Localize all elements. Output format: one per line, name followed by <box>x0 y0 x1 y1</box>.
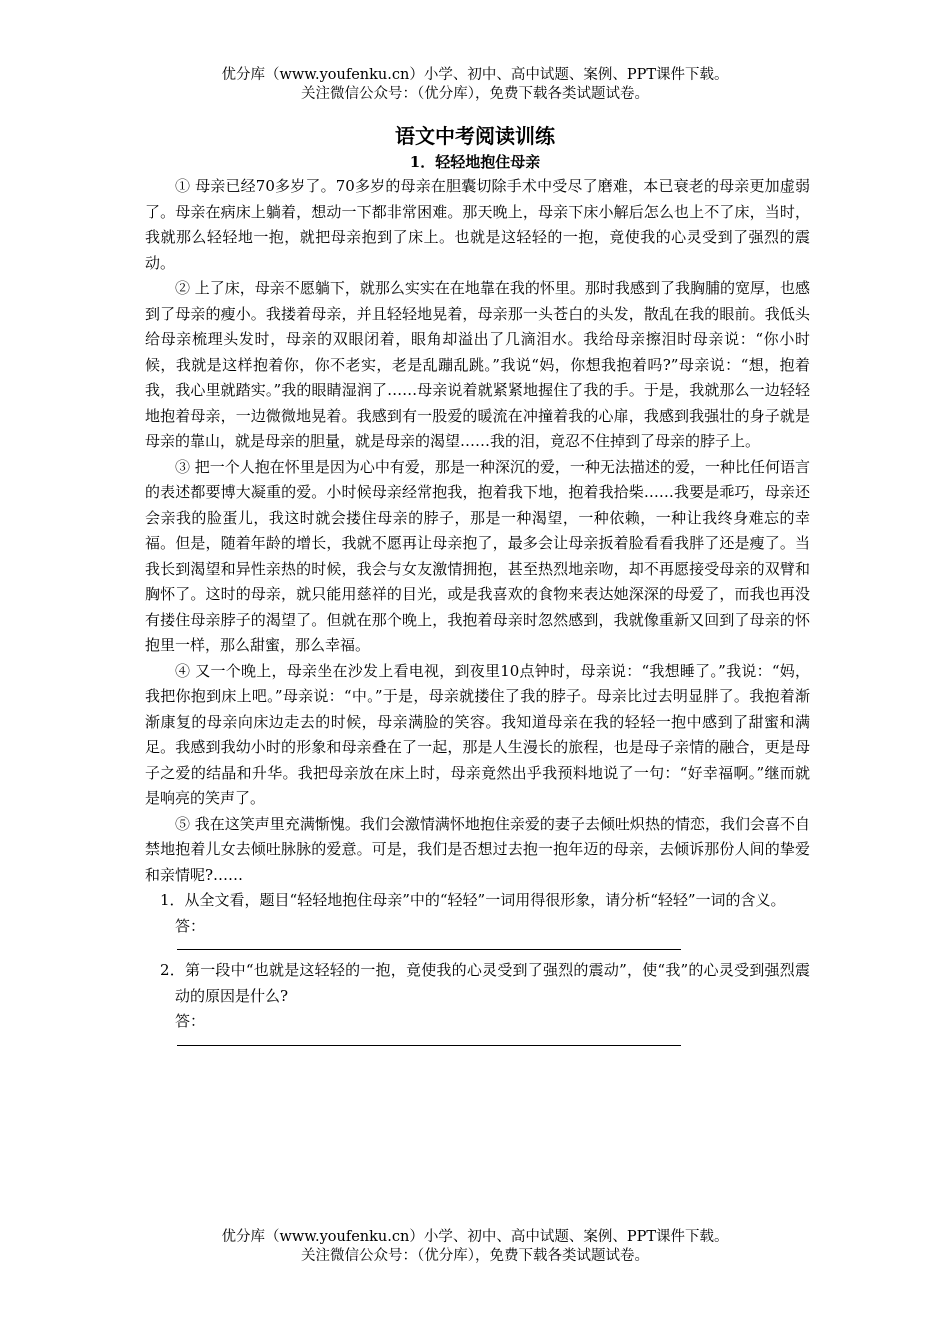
question-1-answer-line[interactable] <box>177 949 681 950</box>
question-2-answer-line[interactable] <box>177 1045 681 1046</box>
article-title: 1．轻轻地抱住母亲 <box>409 153 541 171</box>
document-title: 语文中考阅读训练 <box>395 124 555 148</box>
question-2 <box>145 958 810 1046</box>
paragraph-2: ② 上了床，母亲不愿躺下，就那么实实在在地靠在我的怀里。那时我感到了我胸脯的宽厚，也感到了母亲的瘦小。我搂着母亲，并且轻轻地晃着，母亲那一头苍白的头发，散乱在我的眼前。我低头给母亲梳理头发时，母亲的双眼闭着，眼角却溢出了几滴泪水。我给母亲擦泪时母亲说：“你小时候，我就是这样抱着你，你不老实，老是乱蹦乱跳。”我说“妈，你想我抱着吗?”母亲说：“想，抱着我，我心里就踏实。”我的眼睛湿润了……母亲说着就紧紧地握住了我的手。于是，我就那么一边轻轻地抱着母亲，一边微微地晃着。我感到有一股爱的暖流在冲撞着我的心扉，我感到我强壮的身子就是母亲的靠山，就是母亲的胆量，就是母亲的渴望……我的泪，竟忍不住掉到了母亲的脖子上。 <box>145 279 810 450</box>
footer-line-2: 关注微信公众号：（优分库），免费下载各类试题试卷。 <box>301 1248 649 1264</box>
question-1 <box>145 888 810 950</box>
paragraph-3: ③ 把一个人抱在怀里是因为心中有爱，那是一种深沉的爱，一种无法描述的爱，一种比任何语言的表述都要博大凝重的爱。小时候母亲经常抱我，抱着我下地，抱着我拾柴……我要是乖巧，母亲还会亲我的脸蛋儿，我这时就会搂住母亲的脖子，那是一种渴望，一种依赖，一种让我终身难忘的幸福。但是，随着年龄的增长，我就不愿再让母亲抱了，最多会让母亲扳着脸看看我胖了还是瘦了。当我长到渴望和异性亲热的时候，我会与女友激情拥抱，甚至热烈地亲吻，却不再愿接受母亲的双臂和胸怀了。这时的母亲，就只能用慈祥的目光，或是我喜欢的食物来表达她深深的母爱了，而我也再没有搂住母亲脖子的渴望了。但就在那个晚上，我抱着母亲时忽然感到，我就像重新又回到了母亲的怀抱里一样，那么甜蜜，那么幸福。 <box>145 457 810 654</box>
article-body <box>145 174 810 1054</box>
question-2-answer-label: 答： <box>175 1012 206 1030</box>
page-header <box>0 66 950 104</box>
question-2-text: 2．第一段中“也就是这轻轻的一抱，竟使我的心灵受到了强烈的震动”，使“我”的心灵受到强烈震动的原因是什么? <box>160 961 810 1005</box>
paragraph-1: ① 母亲已经70多岁了。70多岁的母亲在胆囊切除手术中受尽了磨难，本已衰老的母亲更加虚弱了。母亲在病床上躺着，想动一下都非常困难。那天晚上，母亲下床小解后怎么也上不了床，当时，我就那么轻轻地一抱，就把母亲抱到了床上。也就是这轻轻的一抱，竟使我的心灵受到了强烈的震动。 <box>145 177 810 272</box>
header-line-2: 关注微信公众号：（优分库），免费下载各类试题试卷。 <box>301 86 649 102</box>
question-1-answer-label: 答： <box>175 916 206 935</box>
header-line-1: 优分库（www.youfenku.cn）小学、初中、高中试题、案例、PPT课件下载。 <box>221 67 729 83</box>
question-1-text: 1．从全文看，题目“轻轻地抱住母亲”中的“轻轻”一词用得很形象，请分析“轻轻”一词的含义。 <box>160 891 786 909</box>
footer-line-1: 优分库（www.youfenku.cn）小学、初中、高中试题、案例、PPT课件下载。 <box>221 1229 729 1245</box>
page-footer <box>0 1228 950 1266</box>
paragraph-5: ⑤ 我在这笑声里充满惭愧。我们会激情满怀地抱住亲爱的妻子去倾吐炽热的情恋，我们会喜不自禁地抱着儿女去倾吐脉脉的爱意。可是，我们是否想过去抱一抱年迈的母亲，去倾诉那份人间的挚爱和亲情呢?…… <box>145 814 810 884</box>
paragraph-4: ④ 又一个晚上，母亲坐在沙发上看电视，到夜里10点钟时，母亲说：“我想睡了。”我说：“妈，我把你抱到床上吧。”母亲说：“中。”于是，母亲就搂住了我的脖子。母亲比过去明显胖了。我抱着渐渐康复的母亲向床边走去的时候，母亲满脸的笑容。我知道母亲在我的轻轻一抱中感到了甜蜜和满足。我感到我幼小时的形象和母亲叠在了一起，那是人生漫长的旅程，也是母子亲情的融合，更是母子之爱的结晶和升华。我把母亲放在床上时，母亲竟然出乎我预料地说了一句：“好幸福啊。”继而就是响亮的笑声了。 <box>145 661 810 807</box>
